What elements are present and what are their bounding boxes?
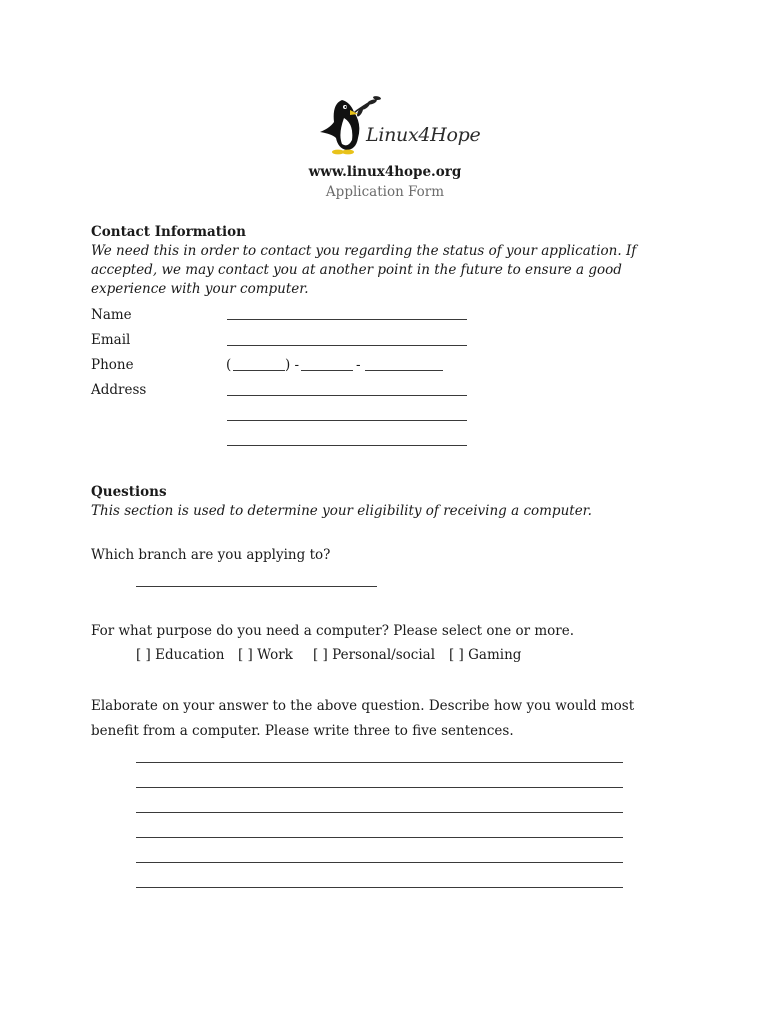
phone-area-code-field[interactable] (233, 370, 285, 371)
contact-description: We need this in order to contact you regarding the status of your application. If accepted, we may contact you at another point in the future to ensure a good experience with your computer. (91, 243, 637, 297)
address-field-line-2[interactable] (227, 420, 467, 421)
branch-answer-field[interactable] (136, 586, 377, 587)
address-field-line-3[interactable] (227, 445, 467, 446)
checkbox-gaming[interactable]: [ ] (449, 647, 464, 663)
option-education[interactable] (136, 647, 225, 663)
option-personal-social-label: Personal/social (332, 647, 436, 663)
website-url[interactable]: www.linux4hope.org (308, 164, 462, 180)
elaborate-answer-line-1[interactable] (136, 762, 623, 763)
option-personal-social[interactable] (313, 647, 435, 663)
checkbox-personal-social[interactable]: [ ] (313, 647, 328, 663)
checkbox-work[interactable]: [ ] (238, 647, 253, 663)
option-work[interactable] (238, 647, 293, 663)
form-title: Application Form (325, 184, 445, 200)
phone-line-number-field[interactable] (365, 370, 443, 371)
purpose-question: For what purpose do you need a computer? Please select one or more. (91, 623, 575, 639)
option-gaming[interactable] (449, 647, 521, 663)
address-field-line-1[interactable] (227, 395, 467, 396)
elaborate-answer-line-3[interactable] (136, 812, 623, 813)
phone-label: Phone (91, 357, 134, 373)
option-education-label: Education (155, 647, 225, 663)
logo-wordmark: Linux4Hope (366, 124, 481, 146)
contact-heading: Contact Information (91, 224, 246, 240)
phone-dash: - (356, 357, 361, 373)
branch-question: Which branch are you applying to? (91, 547, 331, 563)
phone-open-paren: ( (226, 357, 232, 373)
checkbox-education[interactable]: [ ] (136, 647, 151, 663)
elaborate-answer-line-5[interactable] (136, 862, 623, 863)
name-label: Name (91, 307, 132, 323)
email-label: Email (91, 332, 131, 348)
elaborate-answer-line-2[interactable] (136, 787, 623, 788)
questions-description: This section is used to determine your eligibility of receiving a computer. (91, 503, 592, 519)
option-gaming-label: Gaming (468, 647, 522, 663)
elaborate-answer-line-4[interactable] (136, 837, 623, 838)
phone-prefix-field[interactable] (301, 370, 353, 371)
email-field[interactable] (227, 345, 467, 346)
option-work-label: Work (257, 647, 293, 663)
questions-heading: Questions (91, 484, 167, 500)
name-field[interactable] (227, 319, 467, 320)
elaborate-answer-line-6[interactable] (136, 887, 623, 888)
elaborate-question: Elaborate on your answer to the above question. Describe how you would most benefit from a computer. Please write three to five sentences. (91, 698, 635, 739)
phone-close-separator: ) - (285, 357, 300, 373)
address-label: Address (91, 382, 147, 398)
